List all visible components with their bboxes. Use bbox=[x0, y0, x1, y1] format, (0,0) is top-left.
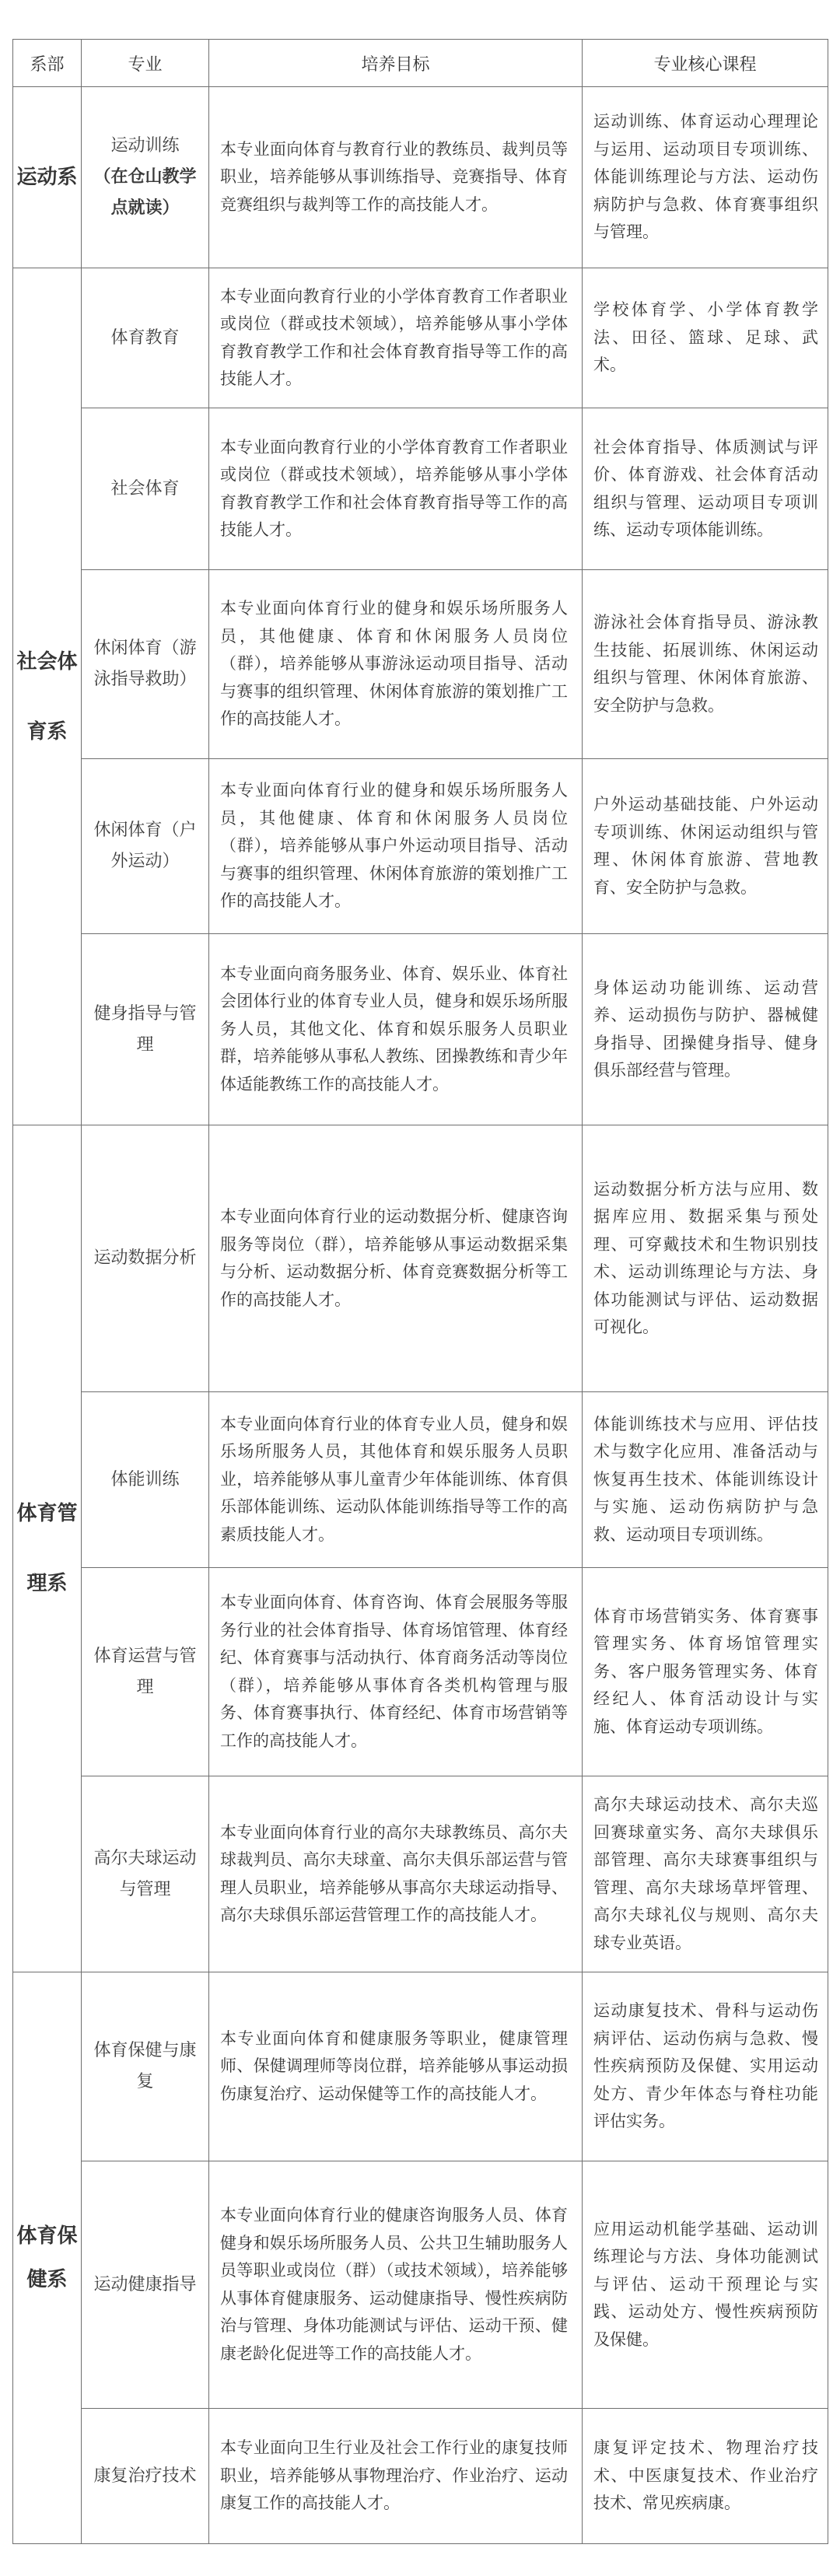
table-row bbox=[13, 1972, 828, 2161]
table-header-row bbox=[13, 40, 828, 87]
course-cell: 应用运动机能学基础、运动训练理论与方法、身体功能测试与评估、运动干预理论与实践、运动处方、慢性疾病预防及保健。 bbox=[583, 2161, 828, 2409]
goal-cell: 本专业面向体育行业的健身和娱乐场所服务人员，其他健康、体育和休闲服务人员岗位（群），培养能够从事户外运动项目指导、活动与赛事的组织管理、休闲体育旅游的策划推广工作的高技能人才。 bbox=[209, 759, 583, 934]
table-row bbox=[13, 1776, 828, 1972]
dept-cell bbox=[13, 1972, 82, 2544]
course-cell: 体能训练技术与应用、评估技术与数字化应用、准备活动与恢复再生技术、体能训练设计与实施、运动伤病防护与急救、运动项目专项训练。 bbox=[583, 1392, 828, 1568]
goal-cell: 本专业面向卫生行业及社会工作行业的康复技师职业，培养能够从事物理治疗、作业治疗、运动康复工作的高技能人才。 bbox=[209, 2409, 583, 2544]
major-cell: 社会体育 bbox=[82, 408, 209, 570]
table-row bbox=[13, 934, 828, 1125]
major-cell: 休闲体育（游泳指导救助） bbox=[82, 570, 209, 759]
dept-cell bbox=[13, 268, 82, 1125]
table-row bbox=[13, 408, 828, 570]
goal-cell: 本专业面向教育行业的小学体育教育工作者职业或岗位（群或技术领域），培养能够从事小学体育教育教学工作和社会体育教育指导等工作的高技能人才。 bbox=[209, 408, 583, 570]
goal-cell: 本专业面向体育行业的高尔夫球教练员、高尔夫球裁判员、高尔夫球童、高尔夫俱乐部运营与管理人员职业，培养能够从事高尔夫球运动指导、高尔夫球俱乐部运营管理工作的高技能人才。 bbox=[209, 1776, 583, 1972]
course-cell: 康复评定技术、物理治疗技术、中医康复技术、作业治疗技术、常见疾病康。 bbox=[583, 2409, 828, 2544]
dept-cell bbox=[13, 1125, 82, 1972]
dept-name: 体育管理系 bbox=[16, 1502, 78, 1595]
goal-cell: 本专业面向体育行业的运动数据分析、健康咨询服务等岗位（群），培养能够从事运动数据采集与分析、运动数据分析、体育竞赛数据分析等工作的高技能人才。 bbox=[209, 1125, 583, 1392]
course-cell: 身体运动功能训练、运动营养、运动损伤与防护、器械健身指导、团操健身指导、健身俱乐部经营与管理。 bbox=[583, 934, 828, 1125]
goal-cell: 本专业面向体育行业的体育专业人员，健身和娱乐场所服务人员，其他体育和娱乐服务人员职业，培养能够从事儿童青少年体能训练、体育俱乐部体能训练、运动队体能训练指导等工作的高素质技能人才。 bbox=[209, 1392, 583, 1568]
header-goal: 培养目标 bbox=[209, 40, 583, 87]
course-cell: 游泳社会体育指导员、游泳教生技能、拓展训练、休闲运动组织与管理、休闲体育旅游、安全防护与急救。 bbox=[583, 570, 828, 759]
course-cell: 运动训练、体育运动心理理论与运用、运动项目专项训练、体能训练理论与方法、运动伤病防护与急救、体育赛事组织与管理。 bbox=[583, 87, 828, 268]
goal-cell: 本专业面向体育和健康服务等职业，健康管理师、保健调理师等岗位群，培养能够从事运动损伤康复治疗、运动保健等工作的高技能人才。 bbox=[209, 1972, 583, 2161]
goal-cell: 本专业面向体育行业的健康咨询服务人员、体育健身和娱乐场所服务人员、公共卫生辅助服务人员等职业或岗位（群）（或技术领域），培养能够从事体育健康服务、运动健康指导、慢性疾病防治与管理、身体功能测试与评估、运动干预、健康老龄化促进等工作的高技能人才。 bbox=[209, 2161, 583, 2409]
course-cell: 运动数据分析方法与应用、数据库应用、数据采集与预处理、可穿戴技术和生物识别技术、运动训练理论与方法、身体功能测试与评估、运动数据可视化。 bbox=[583, 1125, 828, 1392]
course-cell: 高尔夫球运动技术、高尔夫巡回赛球童实务、高尔夫球俱乐部管理、高尔夫球赛事组织与管理、高尔夫球场草坪管理、高尔夫球礼仪与规则、高尔夫球专业英语。 bbox=[583, 1776, 828, 1972]
major-cell: 高尔夫球运动与管理 bbox=[82, 1776, 209, 1972]
header-course: 专业核心课程 bbox=[583, 40, 828, 87]
dept-name: 社会体育系 bbox=[16, 649, 78, 744]
goal-cell: 本专业面向体育与教育行业的教练员、裁判员等职业，培养能够从事训练指导、竞赛指导、体育竞赛组织与裁判等工作的高技能人才。 bbox=[209, 87, 583, 268]
table-row bbox=[13, 1392, 828, 1568]
table-row bbox=[13, 570, 828, 759]
course-cell: 运动康复技术、骨科与运动伤病评估、运动伤病与急救、慢性疾病预防及保健、实用运动处方、青少年体态与脊柱功能评估实务。 bbox=[583, 1972, 828, 2161]
major-cell: 休闲体育（户外运动） bbox=[82, 759, 209, 934]
course-cell: 户外运动基础技能、户外运动专项训练、休闲运动组织与管理、休闲体育旅游、营地教育、安全防护与急救。 bbox=[583, 759, 828, 934]
table-row bbox=[13, 2161, 828, 2409]
table-row bbox=[13, 268, 828, 408]
major-cell: 运动数据分析 bbox=[82, 1125, 209, 1392]
major-cell bbox=[82, 87, 209, 268]
goal-cell: 本专业面向商务服务业、体育、娱乐业、体育社会团体行业的体育专业人员，健身和娱乐场所服务人员，其他文化、体育和娱乐服务人员职业群，培养能够从事私人教练、团操教练和青少年体适能教练工作的高技能人才。 bbox=[209, 934, 583, 1125]
major-cell: 体育保健与康复 bbox=[82, 1972, 209, 2161]
goal-cell: 本专业面向教育行业的小学体育教育工作者职业或岗位（群或技术领域），培养能够从事小学体育教育教学工作和社会体育教育指导等工作的高技能人才。 bbox=[209, 268, 583, 408]
major-cell: 运动健康指导 bbox=[82, 2161, 209, 2409]
major-cell: 健身指导与管理 bbox=[82, 934, 209, 1125]
major-cell: 体育教育 bbox=[82, 268, 209, 408]
major-table bbox=[12, 39, 828, 2544]
table-row bbox=[13, 1125, 828, 1392]
major-campus-note: （在仓山教学点就读） bbox=[93, 167, 197, 218]
goal-cell: 本专业面向体育、体育咨询、体育会展服务等服务行业的社会体育指导、体育场馆管理、体育经纪、体育赛事与活动执行、体育商务活动等岗位（群），培养能够从事体育各类机构管理与服务、体育赛事执行、体育经纪、体育市场营销等工作的高技能人才。 bbox=[209, 1568, 583, 1776]
dept-cell bbox=[13, 87, 82, 268]
major-name: 运动训练 bbox=[110, 136, 180, 156]
header-dept: 系部 bbox=[13, 40, 82, 87]
major-cell: 体育运营与管理 bbox=[82, 1568, 209, 1776]
table-row bbox=[13, 2409, 828, 2544]
dept-name: 运动系 bbox=[16, 166, 78, 189]
table-row bbox=[13, 87, 828, 268]
table-row bbox=[13, 1568, 828, 1776]
major-cell: 康复治疗技术 bbox=[82, 2409, 209, 2544]
course-cell: 社会体育指导、体质测试与评价、体育游戏、社会体育活动组织与管理、运动项目专项训练、运动专项体能训练。 bbox=[583, 408, 828, 570]
header-major: 专业 bbox=[82, 40, 209, 87]
course-cell: 学校体育学、小学体育教学法、田径、篮球、足球、武术。 bbox=[583, 268, 828, 408]
table-row bbox=[13, 759, 828, 934]
dept-name: 体育保健系 bbox=[16, 2224, 78, 2291]
goal-cell: 本专业面向体育行业的健身和娱乐场所服务人员，其他健康、体育和休闲服务人员岗位（群），培养能够从事游泳运动项目指导、活动与赛事的组织管理、休闲体育旅游的策划推广工作的高技能人才。 bbox=[209, 570, 583, 759]
major-cell: 体能训练 bbox=[82, 1392, 209, 1568]
course-cell: 体育市场营销实务、体育赛事管理实务、体育场馆管理实务、客户服务管理实务、体育经纪人、体育活动设计与实施、体育运动专项训练。 bbox=[583, 1568, 828, 1776]
